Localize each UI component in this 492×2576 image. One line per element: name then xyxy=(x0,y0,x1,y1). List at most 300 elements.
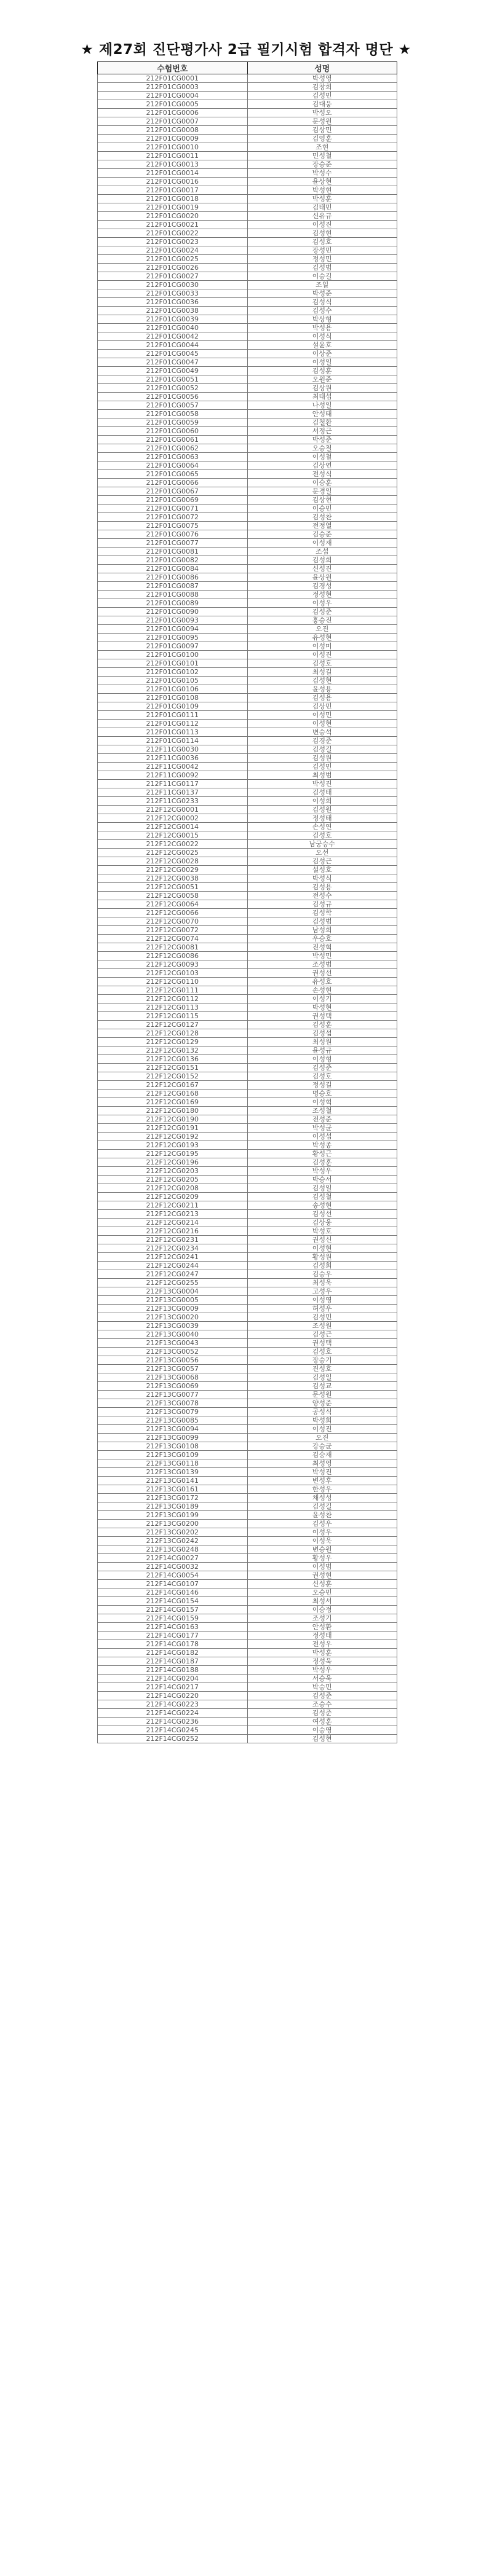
exam-number-cell: 212F13CG0020 xyxy=(98,1313,248,1322)
table-row xyxy=(98,1520,397,1528)
exam-number-cell: 212F01CG0026 xyxy=(98,264,248,272)
name-cell: 전정열 xyxy=(247,522,397,530)
exam-number-cell: 212F01CG0018 xyxy=(98,195,248,203)
name-cell: 박성우 xyxy=(247,1167,397,1176)
name-cell: 김성준 xyxy=(247,1692,397,1700)
table-row xyxy=(98,1468,397,1477)
table-row xyxy=(98,1382,397,1391)
name-cell: 박성준 xyxy=(247,289,397,298)
table-row xyxy=(98,960,397,969)
table-row xyxy=(98,1597,397,1606)
name-cell: 이성우 xyxy=(247,1528,397,1537)
exam-number-cell: 212F12CG0247 xyxy=(98,1270,248,1279)
table-row xyxy=(98,143,397,152)
name-cell: 김성근 xyxy=(247,857,397,866)
name-cell: 이성우 xyxy=(247,599,397,608)
exam-number-cell: 212F12CG0002 xyxy=(98,814,248,823)
name-cell: 김영훈 xyxy=(247,135,397,143)
name-cell: 김성길 xyxy=(247,745,397,754)
exam-number-cell: 212F12CG0115 xyxy=(98,1012,248,1021)
exam-number-cell: 212F01CG0056 xyxy=(98,393,248,401)
table-row xyxy=(98,780,397,788)
exam-number-cell: 212F12CG0128 xyxy=(98,1029,248,1038)
exam-number-cell: 212F01CG0114 xyxy=(98,737,248,745)
name-cell: 이성욱 xyxy=(247,1537,397,1545)
table-row xyxy=(98,1434,397,1442)
table-row xyxy=(98,969,397,978)
exam-number-cell: 212F14CG0182 xyxy=(98,1649,248,1657)
table-row xyxy=(98,1451,397,1459)
table-row xyxy=(98,479,397,487)
exam-number-cell: 212F01CG0008 xyxy=(98,126,248,135)
exam-number-cell: 212F01CG0042 xyxy=(98,332,248,341)
exam-number-cell: 212F13CG0039 xyxy=(98,1322,248,1330)
table-row xyxy=(98,823,397,831)
exam-number-cell: 212F01CG0020 xyxy=(98,212,248,221)
table-row xyxy=(98,332,397,341)
table-row xyxy=(98,505,397,513)
table-row xyxy=(98,238,397,246)
exam-number-cell: 212F12CG0216 xyxy=(98,1227,248,1236)
table-row xyxy=(98,745,397,754)
exam-number-cell: 212F14CG0054 xyxy=(98,1571,248,1580)
exam-number-cell: 212F01CG0066 xyxy=(98,479,248,487)
exam-number-cell: 212F13CG0057 xyxy=(98,1365,248,1373)
name-cell: 황성우 xyxy=(247,1554,397,1563)
name-cell: 민성철 xyxy=(247,152,397,160)
name-cell: 윤상현 xyxy=(247,178,397,186)
table-row xyxy=(98,1692,397,1700)
table-row xyxy=(98,135,397,143)
name-cell: 송성현 xyxy=(247,1201,397,1210)
exam-number-cell: 212F01CG0081 xyxy=(98,548,248,556)
table-row xyxy=(98,1193,397,1201)
exam-number-cell: 212F14CG0178 xyxy=(98,1640,248,1649)
exam-number-cell: 212F01CG0108 xyxy=(98,694,248,702)
table-row xyxy=(98,444,397,453)
table-row xyxy=(98,1348,397,1356)
exam-number-cell: 212F14CG0204 xyxy=(98,1675,248,1683)
exam-number-cell: 212F01CG0095 xyxy=(98,634,248,642)
exam-number-cell: 212F12CG0214 xyxy=(98,1219,248,1227)
exam-number-cell: 212F01CG0100 xyxy=(98,651,248,659)
exam-number-cell: 212F13CG0040 xyxy=(98,1330,248,1339)
name-cell: 서정근 xyxy=(247,427,397,436)
exam-number-cell: 212F13CG0172 xyxy=(98,1494,248,1502)
name-cell: 정성욱 xyxy=(247,1657,397,1666)
exam-number-cell: 212F01CG0062 xyxy=(98,444,248,453)
name-cell: 김성찬 xyxy=(247,513,397,522)
exam-number-cell: 212F11CG0117 xyxy=(98,780,248,788)
exam-number-cell: 212F11CG0030 xyxy=(98,745,248,754)
name-cell: 허성우 xyxy=(247,1305,397,1313)
name-cell: 최성서 xyxy=(247,1597,397,1606)
exam-number-cell: 212F01CG0023 xyxy=(98,238,248,246)
name-cell: 오승민 xyxy=(247,1588,397,1597)
exam-number-cell: 212F01CG0076 xyxy=(98,530,248,539)
table-row xyxy=(98,522,397,530)
name-cell: 문성원 xyxy=(247,1391,397,1399)
table-row xyxy=(98,728,397,737)
exam-number-cell: 212F01CG0027 xyxy=(98,272,248,281)
name-cell: 오원준 xyxy=(247,375,397,384)
name-cell: 손성연 xyxy=(247,823,397,831)
table-row xyxy=(98,1064,397,1072)
exam-number-cell: 212F01CG0075 xyxy=(98,522,248,530)
name-cell: 김성희 xyxy=(247,556,397,565)
name-cell: 최성영 xyxy=(247,1459,397,1468)
table-row xyxy=(98,1485,397,1494)
table-body xyxy=(98,74,397,1743)
table-row xyxy=(98,1296,397,1305)
name-cell: 이성희 xyxy=(247,797,397,806)
name-cell: 박성우 xyxy=(247,1666,397,1675)
name-cell: 최성원 xyxy=(247,1038,397,1046)
table-row xyxy=(98,1081,397,1090)
table-row xyxy=(98,212,397,221)
table-row xyxy=(98,178,397,186)
table-row xyxy=(98,1098,397,1107)
table-row xyxy=(98,1072,397,1081)
table-row xyxy=(98,857,397,866)
name-cell: 장승기 xyxy=(247,1356,397,1365)
exam-number-cell: 212F12CG0111 xyxy=(98,986,248,995)
table-row xyxy=(98,272,397,281)
name-cell: 김상민 xyxy=(247,702,397,711)
table-row xyxy=(98,659,397,668)
exam-number-cell: 212F01CG0009 xyxy=(98,135,248,143)
table-row xyxy=(98,935,397,943)
table-row xyxy=(98,573,397,582)
table-row xyxy=(98,1150,397,1158)
name-cell: 김성호 xyxy=(247,238,397,246)
name-cell: 이승민 xyxy=(247,505,397,513)
name-cell: 윤성규 xyxy=(247,1046,397,1055)
table-row xyxy=(98,1545,397,1554)
table-row xyxy=(98,1244,397,1253)
name-cell: 손성현 xyxy=(247,986,397,995)
name-cell: 이성철 xyxy=(247,453,397,461)
table-row xyxy=(98,1236,397,1244)
exam-number-cell: 212F12CG0029 xyxy=(98,866,248,874)
table-row xyxy=(98,281,397,289)
table-row xyxy=(98,1356,397,1365)
name-cell: 김성준 xyxy=(247,1064,397,1072)
header-exam-number: 수험번호 xyxy=(98,62,248,74)
exam-number-cell: 212F01CG0003 xyxy=(98,83,248,92)
name-cell: 김성호 xyxy=(247,659,397,668)
name-cell: 고성우 xyxy=(247,1287,397,1296)
exam-number-cell: 212F01CG0106 xyxy=(98,685,248,694)
name-cell: 김성민 xyxy=(247,92,397,100)
exam-number-cell: 212F12CG0129 xyxy=(98,1038,248,1046)
exam-number-cell: 212F01CG0097 xyxy=(98,642,248,651)
name-cell: 박성현 xyxy=(247,186,397,195)
exam-number-cell: 212F01CG0007 xyxy=(98,117,248,126)
table-row xyxy=(98,806,397,814)
table-row xyxy=(98,324,397,332)
exam-number-cell: 212F01CG0069 xyxy=(98,496,248,505)
name-cell: 김성준 xyxy=(247,1709,397,1718)
exam-number-cell: 212F13CG0139 xyxy=(98,1468,248,1477)
table-row xyxy=(98,995,397,1003)
name-cell: 김성식 xyxy=(247,298,397,307)
exam-number-cell: 212F13CG0094 xyxy=(98,1425,248,1434)
exam-number-cell: 212F11CG0137 xyxy=(98,788,248,797)
name-cell: 강승균 xyxy=(247,1442,397,1451)
exam-number-cell: 212F01CG0105 xyxy=(98,677,248,685)
table-row xyxy=(98,126,397,135)
name-cell: 이성현 xyxy=(247,720,397,728)
table-row xyxy=(98,565,397,573)
exam-number-cell: 212F11CG0036 xyxy=(98,754,248,763)
name-cell: 김태민 xyxy=(247,203,397,212)
table-row xyxy=(98,487,397,496)
name-cell: 최성범 xyxy=(247,771,397,780)
table-row xyxy=(98,866,397,874)
exam-number-cell: 212F01CG0013 xyxy=(98,160,248,169)
exam-number-cell: 212F12CG0167 xyxy=(98,1081,248,1090)
table-row xyxy=(98,1158,397,1167)
table-row xyxy=(98,1606,397,1614)
table-row xyxy=(98,754,397,763)
table-row xyxy=(98,1090,397,1098)
name-cell: 설성호 xyxy=(247,866,397,874)
table-row xyxy=(98,1003,397,1012)
table-row xyxy=(98,418,397,427)
table-row xyxy=(98,1580,397,1588)
table-row xyxy=(98,591,397,599)
table-row xyxy=(98,952,397,960)
name-cell: 이성범 xyxy=(247,1563,397,1571)
table-row xyxy=(98,1571,397,1580)
table-row xyxy=(98,685,397,694)
table-row xyxy=(98,1287,397,1296)
exam-number-cell: 212F13CG0077 xyxy=(98,1391,248,1399)
name-cell: 박성균 xyxy=(247,1124,397,1133)
table-row xyxy=(98,470,397,479)
exam-number-cell: 212F12CG0180 xyxy=(98,1107,248,1115)
exam-number-cell: 212F12CG0072 xyxy=(98,926,248,935)
table-row xyxy=(98,720,397,728)
name-cell: 우승호 xyxy=(247,935,397,943)
name-cell: 이성기 xyxy=(247,995,397,1003)
exam-number-cell: 212F13CG0200 xyxy=(98,1520,248,1528)
name-cell: 최태섭 xyxy=(247,393,397,401)
table-row xyxy=(98,1391,397,1399)
name-cell: 김상현 xyxy=(247,496,397,505)
name-cell: 김상원 xyxy=(247,384,397,393)
name-cell: 남성희 xyxy=(247,926,397,935)
page-title: ★ 제27회 진단평가사 2급 필기시험 합격자 명단 ★ xyxy=(81,42,411,58)
name-cell: 조현 xyxy=(247,143,397,152)
table-row xyxy=(98,1700,397,1709)
exam-number-cell: 212F01CG0067 xyxy=(98,487,248,496)
table-row xyxy=(98,1528,397,1537)
table-row xyxy=(98,1649,397,1657)
name-cell: 윤성용 xyxy=(247,685,397,694)
exam-number-cell: 212F01CG0033 xyxy=(98,289,248,298)
name-cell: 김상웅 xyxy=(247,1219,397,1227)
name-cell: 김성민 xyxy=(247,1313,397,1322)
table-row xyxy=(98,1614,397,1623)
exam-number-cell: 212F12CG0168 xyxy=(98,1090,248,1098)
name-cell: 김성우 xyxy=(247,1520,397,1528)
table-row xyxy=(98,909,397,917)
exam-number-cell: 212F13CG0189 xyxy=(98,1502,248,1511)
table-row xyxy=(98,1184,397,1193)
table-row xyxy=(98,1502,397,1511)
exam-number-cell: 212F12CG0234 xyxy=(98,1244,248,1253)
name-cell: 변성후 xyxy=(247,1477,397,1485)
table-row xyxy=(98,771,397,780)
exam-number-cell: 212F01CG0039 xyxy=(98,315,248,324)
name-cell: 권성선 xyxy=(247,969,397,978)
name-cell: 박성현 xyxy=(247,1003,397,1012)
exam-number-cell: 212F01CG0077 xyxy=(98,539,248,548)
exam-number-cell: 212F12CG0132 xyxy=(98,1046,248,1055)
table-row xyxy=(98,307,397,315)
exam-number-cell: 212F01CG0011 xyxy=(98,152,248,160)
name-cell: 정성민 xyxy=(247,255,397,264)
name-cell: 권성택 xyxy=(247,1012,397,1021)
exam-number-cell: 212F12CG0196 xyxy=(98,1158,248,1167)
table-row xyxy=(98,341,397,350)
table-row xyxy=(98,1201,397,1210)
exam-number-cell: 212F01CG0057 xyxy=(98,401,248,410)
name-cell: 박성영 xyxy=(247,74,397,83)
exam-number-cell: 212F01CG0112 xyxy=(98,720,248,728)
exam-number-cell: 212F12CG0110 xyxy=(98,978,248,986)
exam-number-cell: 212F13CG0004 xyxy=(98,1287,248,1296)
table-row xyxy=(98,539,397,548)
table-row xyxy=(98,264,397,272)
exam-number-cell: 212F12CG0051 xyxy=(98,883,248,892)
exam-number-cell: 212F01CG0089 xyxy=(98,599,248,608)
exam-number-cell: 212F12CG0151 xyxy=(98,1064,248,1072)
name-cell: 박성희 xyxy=(247,1416,397,1425)
table-row xyxy=(98,668,397,677)
exam-number-cell: 212F01CG0086 xyxy=(98,573,248,582)
name-cell: 이승정 xyxy=(247,1606,397,1614)
exam-number-cell: 212F12CG0208 xyxy=(98,1184,248,1193)
table-row xyxy=(98,255,397,264)
table-row xyxy=(98,1322,397,1330)
table-row xyxy=(98,83,397,92)
exam-number-cell: 212F01CG0113 xyxy=(98,728,248,737)
exam-number-cell: 212F13CG0085 xyxy=(98,1416,248,1425)
table-row xyxy=(98,1459,397,1468)
exam-number-cell: 212F12CG0203 xyxy=(98,1167,248,1176)
name-cell: 김성민 xyxy=(247,763,397,771)
exam-number-cell: 212F12CG0192 xyxy=(98,1133,248,1141)
exam-number-cell: 212F12CG0103 xyxy=(98,969,248,978)
name-cell: 채성성 xyxy=(247,1494,397,1502)
name-cell: 여성훈 xyxy=(247,1718,397,1726)
table-row xyxy=(98,1012,397,1021)
table-row xyxy=(98,384,397,393)
table-row xyxy=(98,608,397,616)
name-cell: 이성섭 xyxy=(247,1133,397,1141)
exam-number-cell: 212F14CG0245 xyxy=(98,1726,248,1735)
table-row xyxy=(98,221,397,229)
exam-number-cell: 212F12CG0190 xyxy=(98,1115,248,1124)
exam-number-cell: 212F13CG0108 xyxy=(98,1442,248,1451)
table-row xyxy=(98,788,397,797)
name-cell: 오선 xyxy=(247,849,397,857)
exam-number-cell: 212F01CG0004 xyxy=(98,92,248,100)
name-cell: 황성근 xyxy=(247,1150,397,1158)
table-row xyxy=(98,530,397,539)
table-row xyxy=(98,109,397,117)
table-row xyxy=(98,849,397,857)
exam-number-cell: 212F13CG0005 xyxy=(98,1296,248,1305)
exam-number-cell: 212F13CG0043 xyxy=(98,1339,248,1348)
table-row xyxy=(98,694,397,702)
exam-number-cell: 212F12CG0241 xyxy=(98,1253,248,1262)
exam-number-cell: 212F14CG0220 xyxy=(98,1692,248,1700)
name-cell: 정성태 xyxy=(247,1632,397,1640)
name-cell: 김성원 xyxy=(247,806,397,814)
name-cell: 설윤호 xyxy=(247,341,397,350)
name-cell: 황성원 xyxy=(247,1253,397,1262)
name-cell: 장성민 xyxy=(247,246,397,255)
exam-number-cell: 212F01CG0072 xyxy=(98,513,248,522)
exam-number-cell: 212F01CG0010 xyxy=(98,143,248,152)
table-row xyxy=(98,978,397,986)
name-cell: 김성현 xyxy=(247,677,397,685)
name-cell: 유성호 xyxy=(247,978,397,986)
exam-number-cell: 212F01CG0102 xyxy=(98,668,248,677)
table-row xyxy=(98,1339,397,1348)
table-row xyxy=(98,651,397,659)
table-row xyxy=(98,1029,397,1038)
name-cell: 김성호 xyxy=(247,1348,397,1356)
name-cell: 양성준 xyxy=(247,1399,397,1408)
exam-number-cell: 212F01CG0087 xyxy=(98,582,248,591)
table-row xyxy=(98,1666,397,1675)
name-cell: 안성태 xyxy=(247,410,397,418)
exam-number-cell: 212F12CG0064 xyxy=(98,900,248,909)
exam-number-cell: 212F14CG0236 xyxy=(98,1718,248,1726)
table-row xyxy=(98,1107,397,1115)
table-row xyxy=(98,814,397,823)
table-row xyxy=(98,315,397,324)
table-row xyxy=(98,1365,397,1373)
table-row xyxy=(98,1133,397,1141)
exam-number-cell: 212F11CG0092 xyxy=(98,771,248,780)
table-row xyxy=(98,186,397,195)
table-row xyxy=(98,1537,397,1545)
table-row xyxy=(98,393,397,401)
exam-number-cell: 212F01CG0101 xyxy=(98,659,248,668)
table-row xyxy=(98,427,397,436)
table-row xyxy=(98,625,397,634)
table-row xyxy=(98,461,397,470)
name-cell: 김성근 xyxy=(247,1330,397,1339)
table-row xyxy=(98,1675,397,1683)
table-row xyxy=(98,831,397,840)
exam-number-cell: 212F01CG0059 xyxy=(98,418,248,427)
table-row xyxy=(98,117,397,126)
exam-number-cell: 212F12CG0093 xyxy=(98,960,248,969)
exam-number-cell: 212F14CG0154 xyxy=(98,1597,248,1606)
name-cell: 박성진 xyxy=(247,780,397,788)
name-cell: 이승훈 xyxy=(247,479,397,487)
exam-number-cell: 212F13CG0069 xyxy=(98,1382,248,1391)
table-row xyxy=(98,582,397,591)
exam-number-cell: 212F13CG0242 xyxy=(98,1537,248,1545)
